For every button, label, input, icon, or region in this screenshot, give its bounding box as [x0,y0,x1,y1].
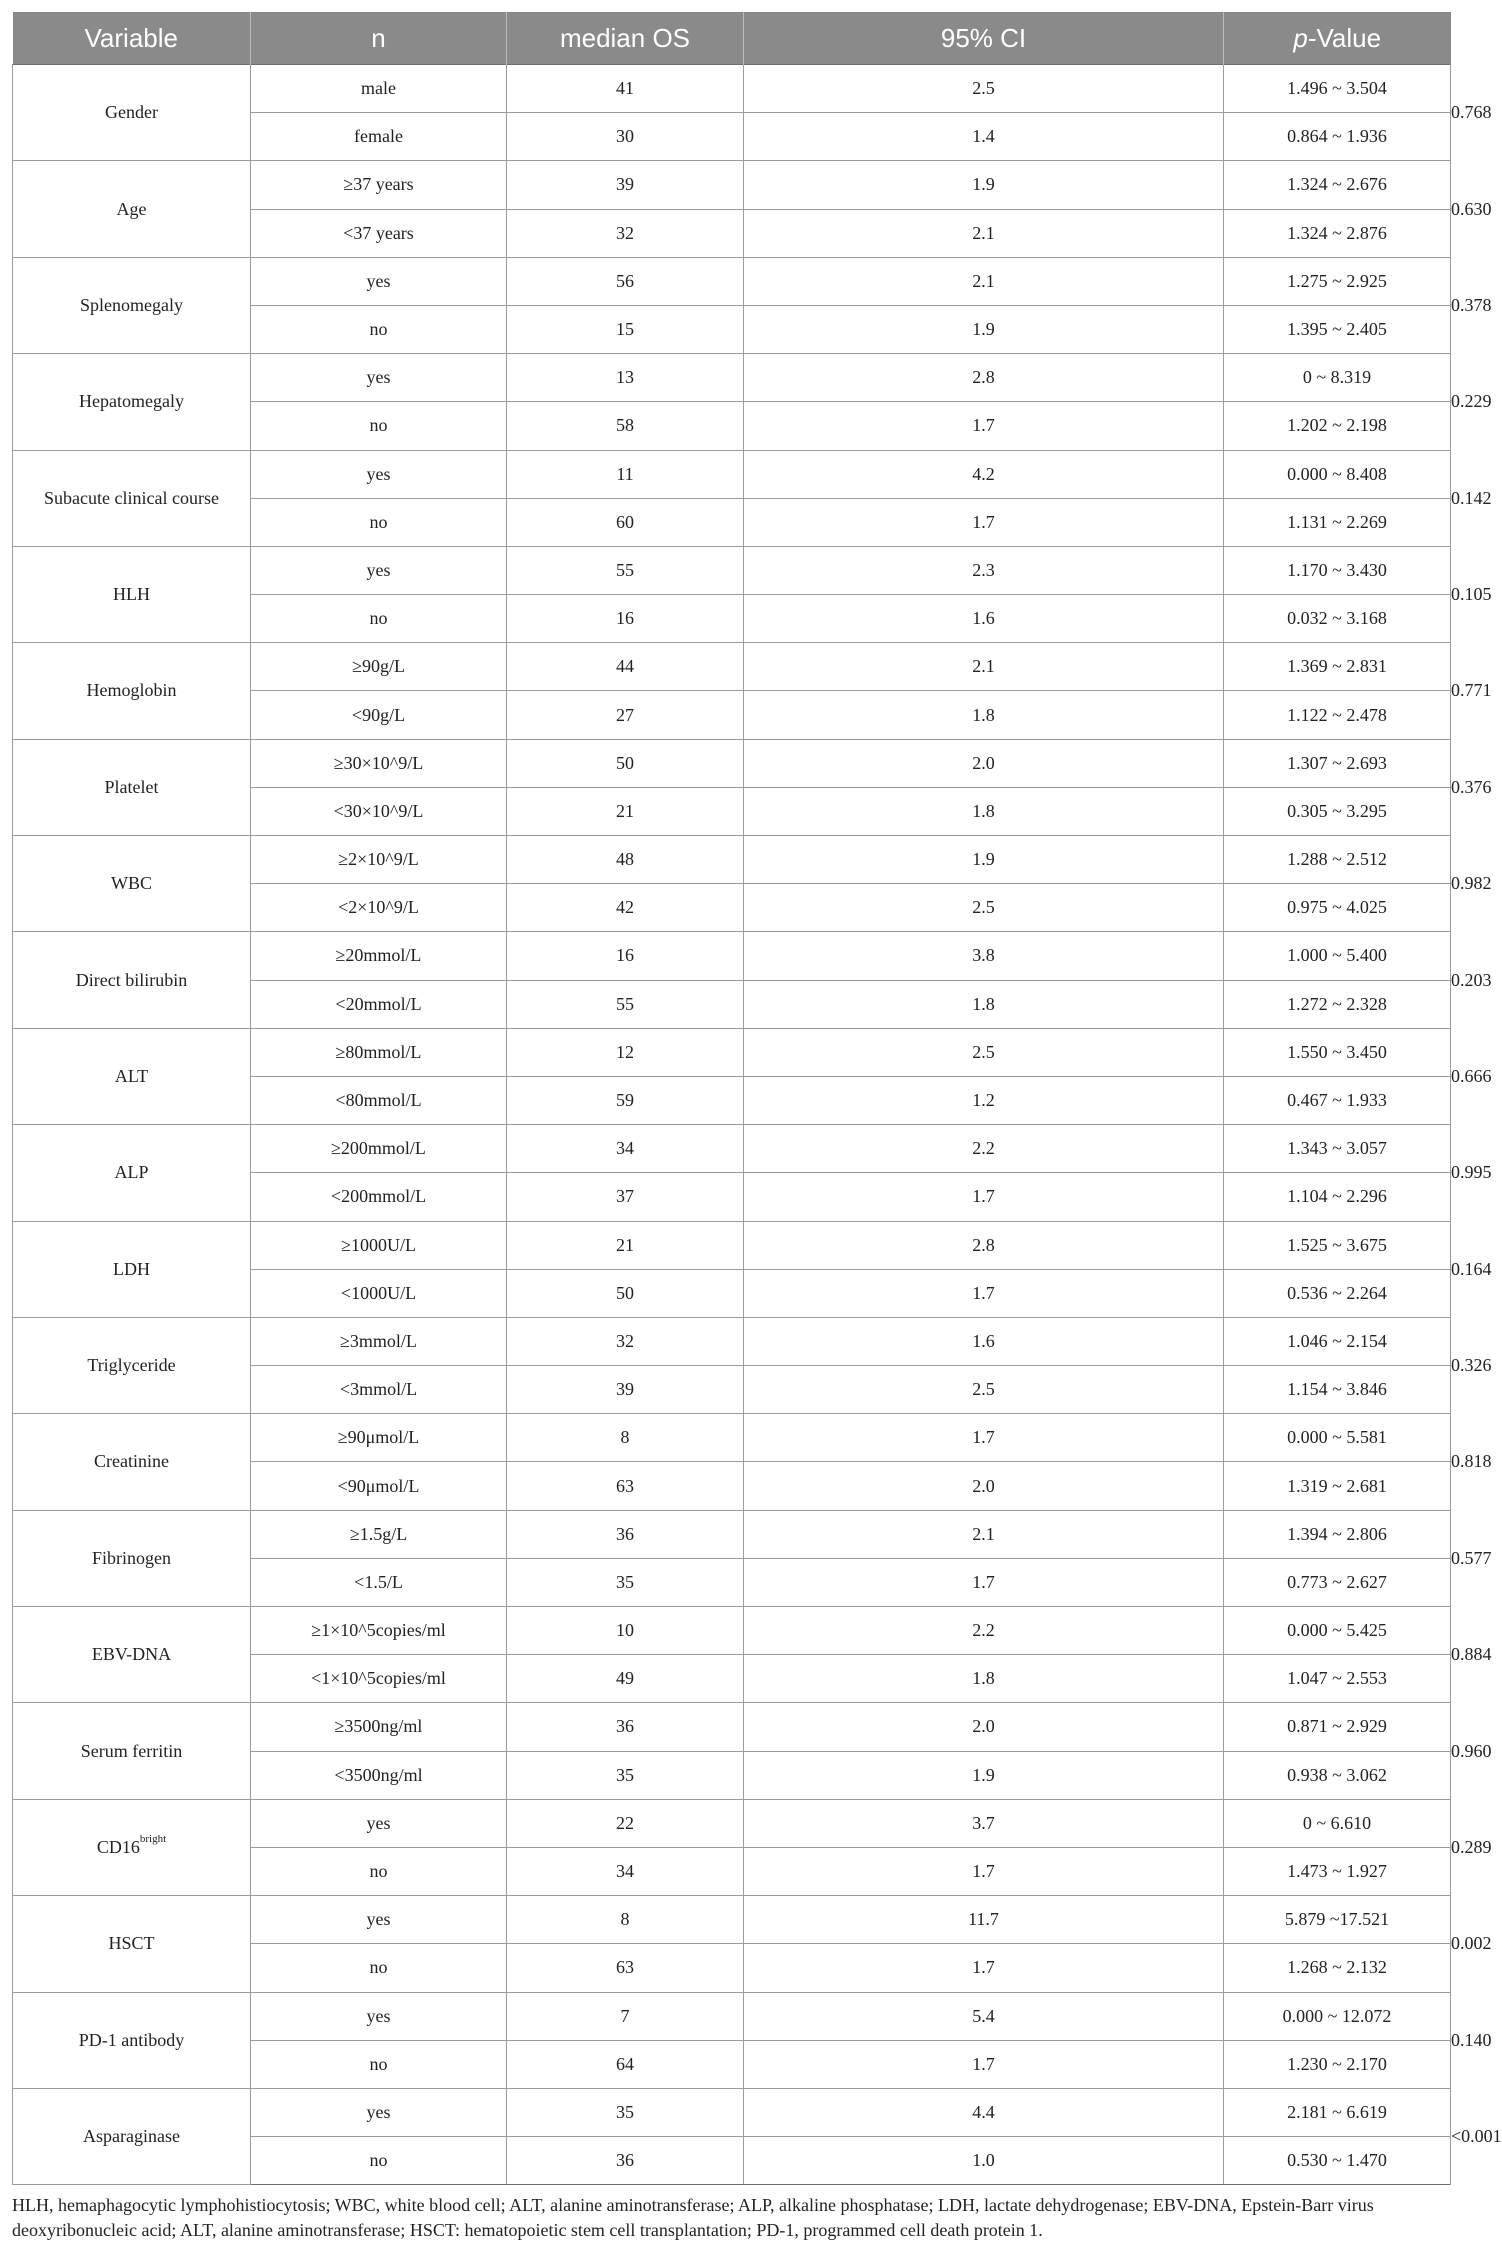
header-row [13,12,1451,65]
variable-label: Hemoglobin [86,680,177,701]
variable-label: LDH [113,1258,150,1279]
n-cell: 8 [507,1414,744,1462]
level-cell: no [251,2137,507,2185]
median-os-cell: 2.0 [744,1462,1224,1510]
n-cell: 10 [507,1607,744,1655]
variable-cell [13,450,251,546]
level-cell: ≥3500ng/ml [251,1703,507,1751]
n-cell: 64 [507,2040,744,2088]
variable-cell [13,257,251,353]
table-row: ALT ≥80mmol/L 12 2.5 1.550 ~ 3.450 0.666 [13,1028,1451,1076]
level-cell: ≥1.5g/L [251,1510,507,1558]
variable-cell [13,546,251,642]
variable-label: HSCT [108,1933,155,1954]
median-os-cell: 1.7 [744,1558,1224,1606]
level-cell: <2×10^9/L [251,884,507,932]
level-cell: no [251,498,507,546]
median-os-cell: 1.6 [744,1317,1224,1365]
variable-label: Subacute clinical course [44,487,219,508]
median-os-cell: 1.8 [744,691,1224,739]
level-cell: no [251,1847,507,1895]
level-cell: yes [251,450,507,498]
ci-cell: 1.000 ~ 5.400 [1224,932,1451,980]
level-cell: male [251,65,507,113]
n-cell: 32 [507,209,744,257]
level-cell: yes [251,2088,507,2136]
median-os-cell: 2.8 [744,354,1224,402]
ci-cell: 1.550 ~ 3.450 [1224,1028,1451,1076]
variable-label: Asparaginase [83,2126,180,2147]
ci-cell: 1.525 ~ 3.675 [1224,1221,1451,1269]
ci-cell: 0 ~ 8.319 [1224,354,1451,402]
level-cell: no [251,402,507,450]
ci-cell: 0.000 ~ 8.408 [1224,450,1451,498]
level-cell: ≥3mmol/L [251,1317,507,1365]
level-cell: <3mmol/L [251,1366,507,1414]
level-cell: <37 years [251,209,507,257]
table-row: Hepatomegaly yes 13 2.8 0 ~ 8.319 0.229 [13,354,1451,402]
n-cell: 16 [507,595,744,643]
variable-cell [13,643,251,739]
n-cell: 11 [507,450,744,498]
ci-cell: 1.170 ~ 3.430 [1224,546,1451,594]
median-os-cell: 1.6 [744,595,1224,643]
n-cell: 44 [507,643,744,691]
n-cell: 49 [507,1655,744,1703]
header-p-italic: p [1293,22,1308,53]
median-os-cell: 2.5 [744,65,1224,113]
variable-label: ALT [114,1065,149,1086]
level-cell: ≥30×10^9/L [251,739,507,787]
median-os-cell: 2.1 [744,1510,1224,1558]
header-p-value [1224,12,1451,65]
level-cell: ≥37 years [251,161,507,209]
n-cell: 55 [507,546,744,594]
table-row: ALP ≥200mmol/L 34 2.2 1.343 ~ 3.057 0.995 [13,1125,1451,1173]
variable-cell [13,1414,251,1510]
level-cell: <30×10^9/L [251,787,507,835]
variable-label: Platelet [104,776,159,797]
level-cell: ≥90g/L [251,643,507,691]
ci-cell: 1.473 ~ 1.927 [1224,1847,1451,1895]
n-cell: 12 [507,1028,744,1076]
variable-cell [13,65,251,161]
table-row: Serum ferritin ≥3500ng/ml 36 2.0 0.871 ~ 2.929 0.960 [13,1703,1451,1751]
n-cell: 21 [507,1221,744,1269]
variable-label: Splenomegaly [80,294,183,315]
ci-cell: 0.871 ~ 2.929 [1224,1703,1451,1751]
median-os-cell: 2.2 [744,1607,1224,1655]
table-row: PD-1 antibody yes 7 5.4 0.000 ~ 12.072 0.140 [13,1992,1451,2040]
n-cell: 35 [507,1558,744,1606]
level-cell: yes [251,546,507,594]
ci-cell: 1.131 ~ 2.269 [1224,498,1451,546]
table-row: Triglyceride ≥3mmol/L 32 1.6 1.046 ~ 2.154 0.326 [13,1317,1451,1365]
ci-cell: 1.369 ~ 2.831 [1224,643,1451,691]
median-os-cell: 2.1 [744,257,1224,305]
level-cell: yes [251,1896,507,1944]
median-os-cell: 11.7 [744,1896,1224,1944]
n-cell: 59 [507,1076,744,1124]
variable-superscript: bright [139,1832,167,1845]
median-os-cell: 4.2 [744,450,1224,498]
n-cell: 41 [507,65,744,113]
median-os-cell: 2.8 [744,1221,1224,1269]
n-cell: 36 [507,1510,744,1558]
table-row: Fibrinogen ≥1.5g/L 36 2.1 1.394 ~ 2.806 0.577 [13,1510,1451,1558]
header-p-suffix: -Value [1307,22,1382,53]
n-cell: 27 [507,691,744,739]
variable-label: Hepatomegaly [79,391,184,412]
variable-label: Serum ferritin [80,1740,183,1761]
ci-cell: 0.536 ~ 2.264 [1224,1269,1451,1317]
median-os-cell: 1.8 [744,980,1224,1028]
ci-cell: 1.496 ~ 3.504 [1224,65,1451,113]
level-cell: <200mmol/L [251,1173,507,1221]
ci-cell: 0.000 ~ 12.072 [1224,1992,1451,2040]
level-cell: yes [251,1992,507,2040]
header-median-os: median OS [507,12,744,65]
median-os-cell: 2.5 [744,1366,1224,1414]
n-cell: 39 [507,161,744,209]
variable-cell [13,1221,251,1317]
level-cell: yes [251,354,507,402]
n-cell: 22 [507,1799,744,1847]
n-cell: 30 [507,113,744,161]
median-os-cell: 1.7 [744,402,1224,450]
n-cell: 8 [507,1896,744,1944]
ci-cell: 0 ~ 6.610 [1224,1799,1451,1847]
ci-cell: 1.395 ~ 2.405 [1224,305,1451,353]
n-cell: 58 [507,402,744,450]
header-variable: Variable [13,12,251,65]
variable-cell [13,1028,251,1124]
n-cell: 39 [507,1366,744,1414]
variable-label: CD16 [96,1836,140,1857]
variable-cell [13,1799,251,1895]
n-cell: 48 [507,836,744,884]
survival-table [12,12,1502,2185]
median-os-cell: 1.9 [744,836,1224,884]
level-cell: <1000U/L [251,1269,507,1317]
level-cell: no [251,305,507,353]
table-row: Direct bilirubin ≥20mmol/L 16 3.8 1.000 ~ 5.400 0.203 [13,932,1451,980]
level-cell: yes [251,1799,507,1847]
n-cell: 7 [507,1992,744,2040]
n-cell: 50 [507,739,744,787]
n-cell: 63 [507,1462,744,1510]
table-row: Splenomegaly yes 56 2.1 1.275 ~ 2.925 0.378 [13,257,1451,305]
table-row: LDH ≥1000U/L 21 2.8 1.525 ~ 3.675 0.164 [13,1221,1451,1269]
table-row: Age ≥37 years 39 1.9 1.324 ~ 2.676 0.630 [13,161,1451,209]
variable-cell [13,2088,251,2184]
table-row: WBC ≥2×10^9/L 48 1.9 1.288 ~ 2.512 0.982 [13,836,1451,884]
level-cell: <1.5/L [251,1558,507,1606]
level-cell: <20mmol/L [251,980,507,1028]
variable-label: Triglyceride [87,1355,176,1376]
n-cell: 50 [507,1269,744,1317]
n-cell: 16 [507,932,744,980]
ci-cell: 1.307 ~ 2.693 [1224,739,1451,787]
n-cell: 60 [507,498,744,546]
median-os-cell: 1.7 [744,1173,1224,1221]
level-cell: ≥2×10^9/L [251,836,507,884]
median-os-cell: 2.1 [744,643,1224,691]
median-os-cell: 2.3 [744,546,1224,594]
median-os-cell: 1.7 [744,1414,1224,1462]
level-cell: ≥200mmol/L [251,1125,507,1173]
variable-label: WBC [110,873,152,894]
variable-cell [13,739,251,835]
table-row: HLH yes 55 2.3 1.170 ~ 3.430 0.105 [13,546,1451,594]
variable-cell [13,161,251,257]
level-cell: no [251,2040,507,2088]
level-cell: <3500ng/ml [251,1751,507,1799]
level-cell: no [251,1944,507,1992]
ci-cell: 0.032 ~ 3.168 [1224,595,1451,643]
ci-cell: 1.319 ~ 2.681 [1224,1462,1451,1510]
ci-cell: 0.864 ~ 1.936 [1224,113,1451,161]
n-cell: 36 [507,1703,744,1751]
ci-cell: 1.288 ~ 2.512 [1224,836,1451,884]
table-container [12,12,1502,2243]
table-body [13,65,1502,2185]
table-row: Platelet ≥30×10^9/L 50 2.0 1.307 ~ 2.693 0.376 [13,739,1451,787]
n-cell: 32 [507,1317,744,1365]
header-ci: 95% CI [744,12,1224,65]
n-cell: 42 [507,884,744,932]
median-os-cell: 5.4 [744,1992,1224,2040]
level-cell: ≥20mmol/L [251,932,507,980]
ci-cell: 0.938 ~ 3.062 [1224,1751,1451,1799]
variable-cell [13,1992,251,2088]
table-row: Creatinine ≥90μmol/L 8 1.7 0.000 ~ 5.581 0.818 [13,1414,1451,1462]
level-cell: no [251,595,507,643]
median-os-cell: 3.7 [744,1799,1224,1847]
median-os-cell: 2.0 [744,1703,1224,1751]
median-os-cell: 1.7 [744,1847,1224,1895]
ci-cell: 1.104 ~ 2.296 [1224,1173,1451,1221]
variable-cell [13,1896,251,1992]
ci-cell: 1.046 ~ 2.154 [1224,1317,1451,1365]
n-cell: 63 [507,1944,744,1992]
ci-cell: 0.305 ~ 3.295 [1224,787,1451,835]
variable-label: ALP [114,1162,149,1183]
variable-label: Direct bilirubin [75,969,188,990]
median-os-cell: 1.2 [744,1076,1224,1124]
table-row: $CD16^{bright}$ yes 22 3.7 0 ~ 6.610 0.289 [13,1799,1451,1847]
variable-cell [13,1703,251,1799]
ci-cell: 0.530 ~ 1.470 [1224,2137,1451,2185]
median-os-cell: 1.8 [744,787,1224,835]
n-cell: 35 [507,1751,744,1799]
n-cell: 13 [507,354,744,402]
variable-label: Gender [105,102,158,123]
variable-cell [13,932,251,1028]
n-cell: 21 [507,787,744,835]
table-row: Asparaginase yes 35 4.4 2.181 ~ 6.619 <0.001 [13,2088,1451,2136]
level-cell: ≥1×10^5copies/ml [251,1607,507,1655]
ci-cell: 0.467 ~ 1.933 [1224,1076,1451,1124]
median-os-cell: 1.7 [744,2040,1224,2088]
ci-cell: 2.181 ~ 6.619 [1224,2088,1451,2136]
level-cell: ≥80mmol/L [251,1028,507,1076]
ci-cell: 1.122 ~ 2.478 [1224,691,1451,739]
level-cell: <90μmol/L [251,1462,507,1510]
variable-label: EBV-DNA [91,1644,172,1665]
level-cell: ≥1000U/L [251,1221,507,1269]
n-cell: 34 [507,1847,744,1895]
level-cell: ≥90μmol/L [251,1414,507,1462]
n-cell: 34 [507,1125,744,1173]
median-os-cell: 1.4 [744,113,1224,161]
median-os-cell: 1.8 [744,1655,1224,1703]
level-cell: <80mmol/L [251,1076,507,1124]
table-row: Hemoglobin ≥90g/L 44 2.1 1.369 ~ 2.831 0.771 [13,643,1451,691]
median-os-cell: 2.1 [744,209,1224,257]
variable-cell [13,354,251,450]
n-cell: 36 [507,2137,744,2185]
ci-cell: 1.268 ~ 2.132 [1224,1944,1451,1992]
header-n: n [251,12,507,65]
median-os-cell: 1.7 [744,1269,1224,1317]
n-cell: 37 [507,1173,744,1221]
ci-cell: 5.879 ~17.521 [1224,1896,1451,1944]
ci-cell: 1.272 ~ 2.328 [1224,980,1451,1028]
table-row: Gender male 41 2.5 1.496 ~ 3.504 0.768 [13,65,1451,113]
level-cell: <90g/L [251,691,507,739]
median-os-cell: 1.9 [744,1751,1224,1799]
table-row: Subacute clinical course yes 11 4.2 0.000 ~ 8.408 0.142 [13,450,1451,498]
level-cell: <1×10^5copies/ml [251,1655,507,1703]
variable-label: Age [116,198,147,219]
variable-cell [13,1125,251,1221]
variable-label: HLH [113,584,150,605]
variable-cell [13,1317,251,1413]
variable-label: PD-1 antibody [78,2029,185,2050]
variable-cell [13,1510,251,1606]
ci-cell: 1.394 ~ 2.806 [1224,1510,1451,1558]
variable-label: Fibrinogen [92,1547,171,1568]
ci-cell: 0.000 ~ 5.581 [1224,1414,1451,1462]
level-cell: female [251,113,507,161]
median-os-cell: 1.9 [744,305,1224,353]
n-cell: 35 [507,2088,744,2136]
ci-cell: 1.047 ~ 2.553 [1224,1655,1451,1703]
median-os-cell: 2.2 [744,1125,1224,1173]
median-os-cell: 2.5 [744,1028,1224,1076]
median-os-cell: 4.4 [744,2088,1224,2136]
ci-cell: 1.324 ~ 2.676 [1224,161,1451,209]
n-cell: 15 [507,305,744,353]
median-os-cell: 1.7 [744,498,1224,546]
ci-cell: 1.202 ~ 2.198 [1224,402,1451,450]
variable-label: Creatinine [94,1451,169,1472]
median-os-cell: 2.0 [744,739,1224,787]
variable-cell [13,836,251,932]
table-row: HSCT yes 8 11.7 5.879 ~17.521 0.002 [13,1896,1451,1944]
ci-cell: 0.773 ~ 2.627 [1224,1558,1451,1606]
ci-cell: 1.154 ~ 3.846 [1224,1366,1451,1414]
median-os-cell: 1.7 [744,1944,1224,1992]
n-cell: 56 [507,257,744,305]
ci-cell: 1.230 ~ 2.170 [1224,2040,1451,2088]
median-os-cell: 3.8 [744,932,1224,980]
ci-cell: 0.000 ~ 5.425 [1224,1607,1451,1655]
table-row: EBV-DNA ≥1×10^5copies/ml 10 2.2 0.000 ~ 5.425 0.884 [13,1607,1451,1655]
n-cell: 55 [507,980,744,1028]
ci-cell: 0.975 ~ 4.025 [1224,884,1451,932]
footnote: HLH, hemaphagocytic lymphohistiocytosis; WBC, white blood cell; ALT, alanine aminotransferase; ALP, alkaline phosphatase; LDH, lactate dehydrogenase; EBV-DNA, Epstein-Barr virus deoxyribonucleic acid; ALT, alanine aminotransferase; HSCT: hematopoietic stem cell transplantation; PD-1, programmed cell death protein 1. [12,2195,1374,2241]
ci-cell: 1.324 ~ 2.876 [1224,209,1451,257]
variable-cell [13,1607,251,1703]
ci-cell: 1.275 ~ 2.925 [1224,257,1451,305]
ci-cell: 1.343 ~ 3.057 [1224,1125,1451,1173]
median-os-cell: 1.9 [744,161,1224,209]
level-cell: yes [251,257,507,305]
median-os-cell: 2.5 [744,884,1224,932]
median-os-cell: 1.0 [744,2137,1224,2185]
